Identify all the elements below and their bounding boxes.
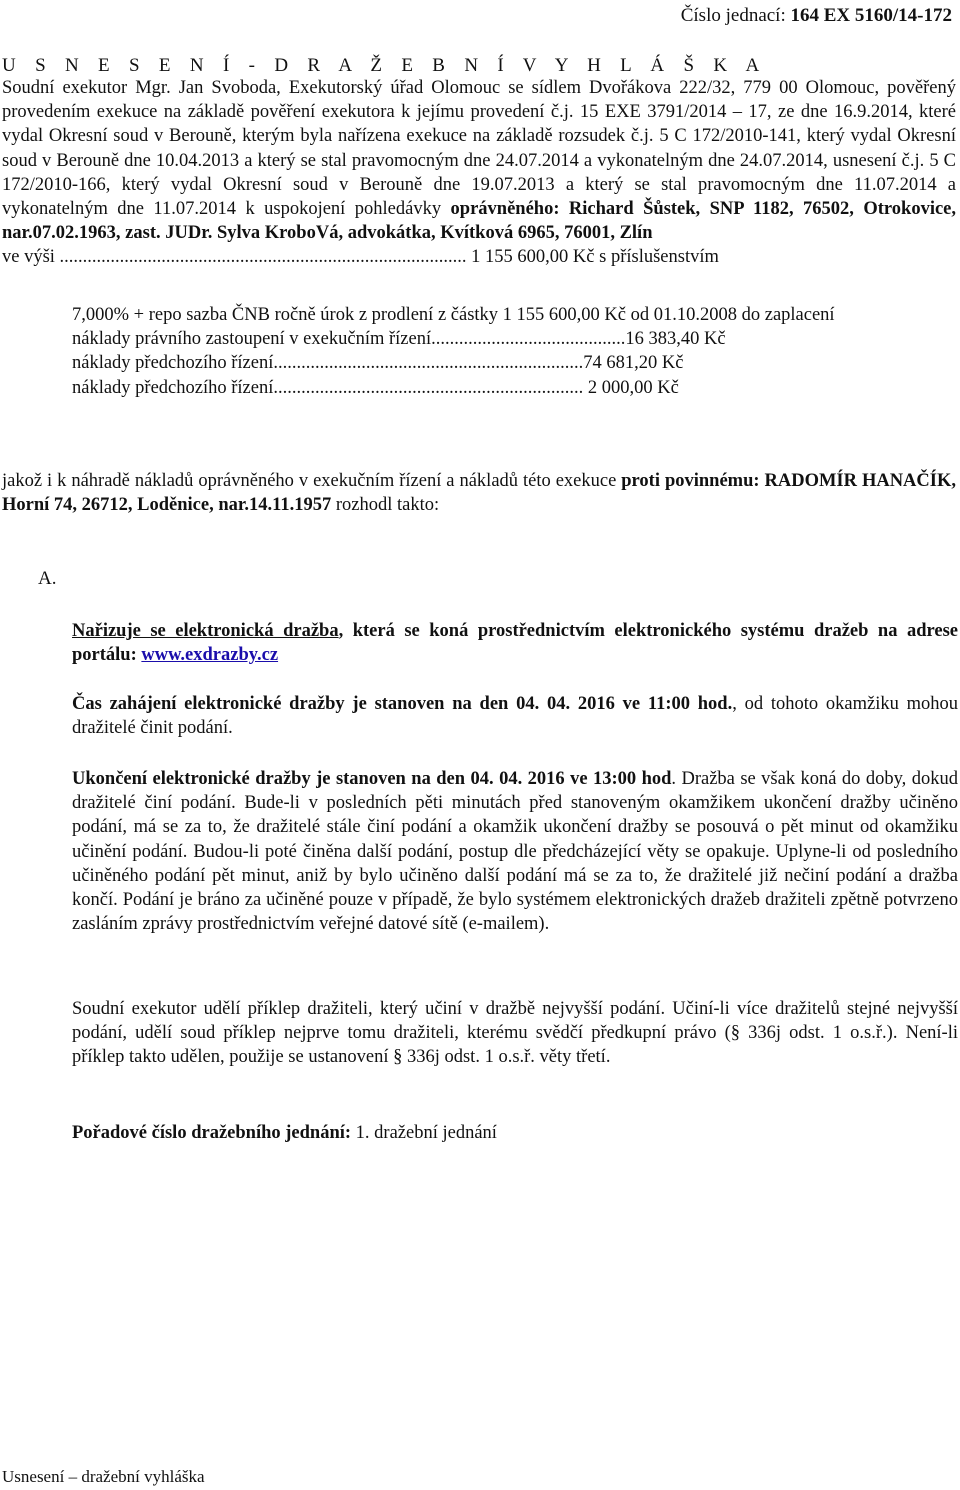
auction-order-heading: Nařizuje se elektronická dražba — [72, 621, 339, 641]
intro-paragraph — [2, 76, 956, 270]
debtor-info: proti povinnému: RADOMÍR HANAČÍK, Horní 74, 26712, Loděnice, nar.14.11.1957 — [2, 471, 956, 516]
document-title: U S N E S E N Í - D R A Ž E B N Í V Y H L Á Š K A — [2, 55, 767, 76]
auction-order-text: , která se koná prostřednictvím elektronického systému dražeb na adrese portálu: — [72, 621, 958, 666]
claim-interest: 7,000% + repo sazba ČNB ročně úrok z prodlení z částky 1 155 600,00 Kč od 01.10.2008 do zaplacení — [72, 305, 835, 325]
case-number-value: 164 EX 5160/14-172 — [790, 5, 952, 26]
auction-start — [72, 692, 958, 740]
hammer-paragraph: Soudní exekutor udělí příklep dražiteli, který učiní v dražbě nejvyšší podání. Učiní-li více dražitelů stejné nejvyšší podání, udělí soud příklep nejprve tomu dražiteli, kterému svědčí předkupní právo (§ 336j odst. 1 o.s.ř.). Není-li příklep takto udělen, použije se ustanovení § 336j odst. 1 o.s.ř. věty třetí. — [72, 999, 958, 1068]
page-footer: Usnesení – dražební vyhláška — [2, 1467, 205, 1486]
auction-end-text: . Dražba se však koná do doby, dokud dražitelé činí podání. Bude-li v posledních pěti minutách před stanoveným okamžikem ukončení dražby učiněno podání, má se za to, že dražitelé stále činí podání a okamžik ukončení dražby se posouvá o pět minut od okamžiku učinění podání. Budou-li poté činěna další podání, postup dle předcházející věty se opakuje. Uplyne-li od posledního učiněného podání pět minut, aniž by bylo učiněno další podání má se za to, že dražitelé již nečiní podání a dražba končí. Podání je bráno za učiněné pouze v případě, že bylo systémem elektronických dražeb dražiteli zpětně potvrzeno zasláním zprávy prostřednictvím veřejné datové sítě (e-mailem). — [72, 769, 958, 935]
case-number-label: Číslo jednací: — [680, 5, 786, 26]
amount-line: ve výši ........................................................................................ 1 155 600,00 Kč s příslušenstvím — [2, 247, 719, 268]
portal-link[interactable]: www.exdrazby.cz — [141, 645, 279, 666]
auction-start-text: , od tohoto okamžiku mohou dražitelé činit podání. — [72, 694, 958, 739]
section-letter: A. — [38, 568, 57, 589]
auction-order — [72, 619, 958, 667]
intro-text: Soudní exekutor Mgr. Jan Svoboda, Exekutorský úřad Olomouc se sídlem Dvořákova 222/32, 779 00 Olomouc, pověřený provedením exekuce na základě pověření exekutora k jejímu provedení č.j. 15 EXE 3791/2014 – 17, ze dne 16.9.2014, které vydal Okresní soud v Berouně, kterým byla nařízena exekuce na základě rozsudek č.j. 5 C 172/2010-141, který vydal Okresní soud v Berouně dne 10.04.2013 a který se stal pravomocným dne 24.07.2014 a vykonatelným dne 24.07.2014, usnesení č.j. 5 C 172/2010-166, který vydal Okresní soud v Berouně dne 19.07.2013 a který se stal pravomocným dne 11.07.2014 a vykonatelným dne 11.07.2014 k uspokojení pohledávky — [2, 78, 956, 220]
auction-end — [72, 767, 958, 936]
jakoz-tail: rozhodl takto: — [335, 495, 440, 516]
auction-end-bold: Ukončení elektronické dražby je stanoven na den 04. 04. 2016 ve 13:00 hod — [72, 769, 672, 789]
hearing-number-label: Pořadové číslo dražebního jednání: — [72, 1123, 352, 1143]
hearing-number-value: 1. dražební jednání — [351, 1123, 497, 1143]
claims-list — [72, 303, 862, 400]
jakoz-text: jakož i k náhradě nákladů oprávněného v exekučním řízení a nákladů této exekuce — [2, 471, 617, 491]
auction-start-bold: Čas zahájení elektronické dražby je stanoven na den 04. 04. 2016 ve 11:00 hod. — [72, 694, 733, 714]
claim-legal-costs: náklady právního zastoupení v exekučním řízení..........................................16 383,40 Kč — [72, 329, 726, 350]
creditor-info: oprávněného: Richard Šůstek, SNP 1182, 76502, Otrokovice, nar.07.02.1963, zast. JUDr. Sylva KroboVá, advokátka, Kvítková 6965, 76001, Zlín — [2, 199, 957, 244]
hearing-number — [72, 1121, 958, 1145]
case-number — [681, 4, 952, 28]
debtor-paragraph — [2, 469, 956, 517]
claim-prior-costs-1: náklady předchozího řízení...................................................................74 681,20 Kč — [72, 353, 684, 374]
claim-prior-costs-2: náklady předchozího řízení................................................................... 2 000,00 Kč — [72, 377, 679, 398]
